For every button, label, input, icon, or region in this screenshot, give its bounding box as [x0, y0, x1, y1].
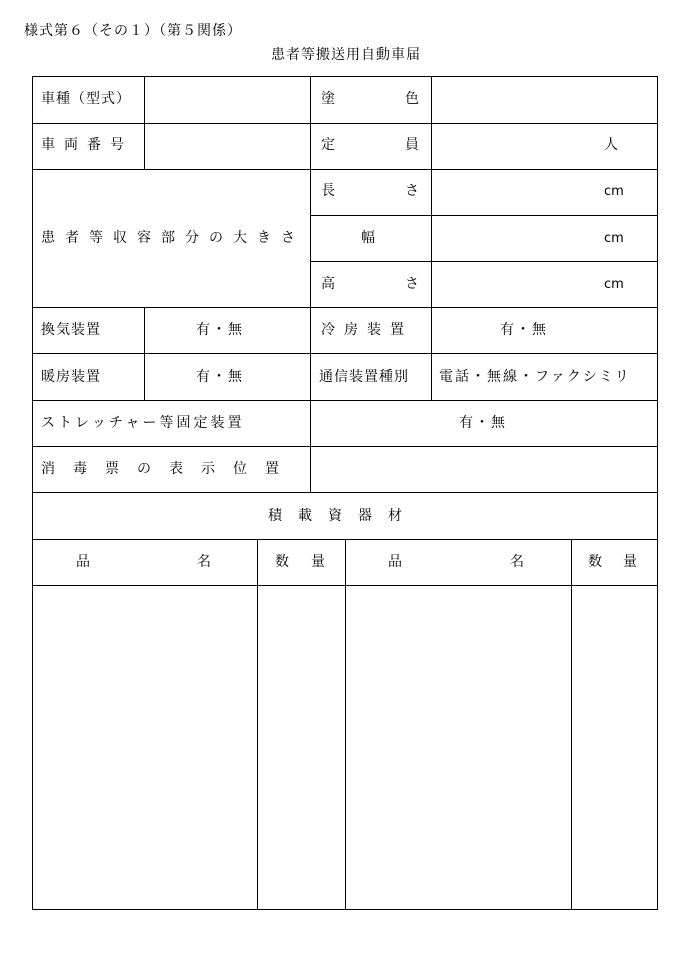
quantity-header-2b: 量 [623, 554, 637, 570]
vehicle-type-label: 車種（型式） [41, 91, 131, 107]
capacity-label-2: 員 [405, 137, 419, 153]
length-unit: cm [604, 184, 624, 199]
quantity-header-2a: 数 [588, 554, 602, 570]
ventilation-label: 換気装置 [41, 322, 101, 338]
vehicle-number-label: 車両番号 [41, 137, 133, 153]
heating-value: 有・無 [196, 369, 244, 385]
stretcher-label: ストレッチャー等固定装置 [41, 415, 245, 431]
form-title [0, 44, 688, 64]
item-name-header-2b: 名 [510, 554, 524, 570]
ventilation-value: 有・無 [196, 322, 244, 338]
cooling-label: 冷房装置 [321, 322, 413, 338]
item-name-header-1b: 名 [197, 554, 211, 570]
color-label-2: 色 [405, 91, 419, 107]
form-number: 様式第６（その１）（第５関係） [24, 23, 242, 39]
width-label: 幅 [361, 230, 375, 246]
capacity-unit: 人 [604, 137, 618, 153]
form-title-text: 患者等搬送用自動車届 [271, 47, 421, 63]
materials-title: 積載資器材 [268, 508, 418, 524]
compartment-size-label: 患者等収容部分の大きさ [41, 230, 305, 246]
table-lines [32, 76, 658, 910]
item-name-header-2a: 品 [388, 554, 402, 570]
color-label-1: 塗 [321, 91, 335, 107]
width-unit: cm [604, 231, 624, 246]
disinfection-label: 消毒票の表示位置 [41, 461, 297, 477]
cooling-value: 有・無 [500, 322, 548, 338]
stretcher-value: 有・無 [459, 415, 507, 431]
height-unit: cm [604, 277, 624, 292]
length-label-1: 長 [321, 183, 335, 199]
item-name-header-1a: 品 [76, 554, 90, 570]
quantity-header-1b: 量 [311, 554, 325, 570]
comm-device-label: 通信装置種別 [319, 369, 409, 385]
length-label-2: さ [405, 183, 419, 199]
comm-device-value: 電話・無線・ファクシミリ [439, 369, 631, 385]
height-label-2: さ [405, 276, 419, 292]
capacity-label-1: 定 [321, 137, 335, 153]
height-label-1: 高 [321, 276, 335, 292]
form-table [32, 76, 658, 910]
quantity-header-1a: 数 [275, 554, 289, 570]
heating-label: 暖房装置 [41, 369, 101, 385]
